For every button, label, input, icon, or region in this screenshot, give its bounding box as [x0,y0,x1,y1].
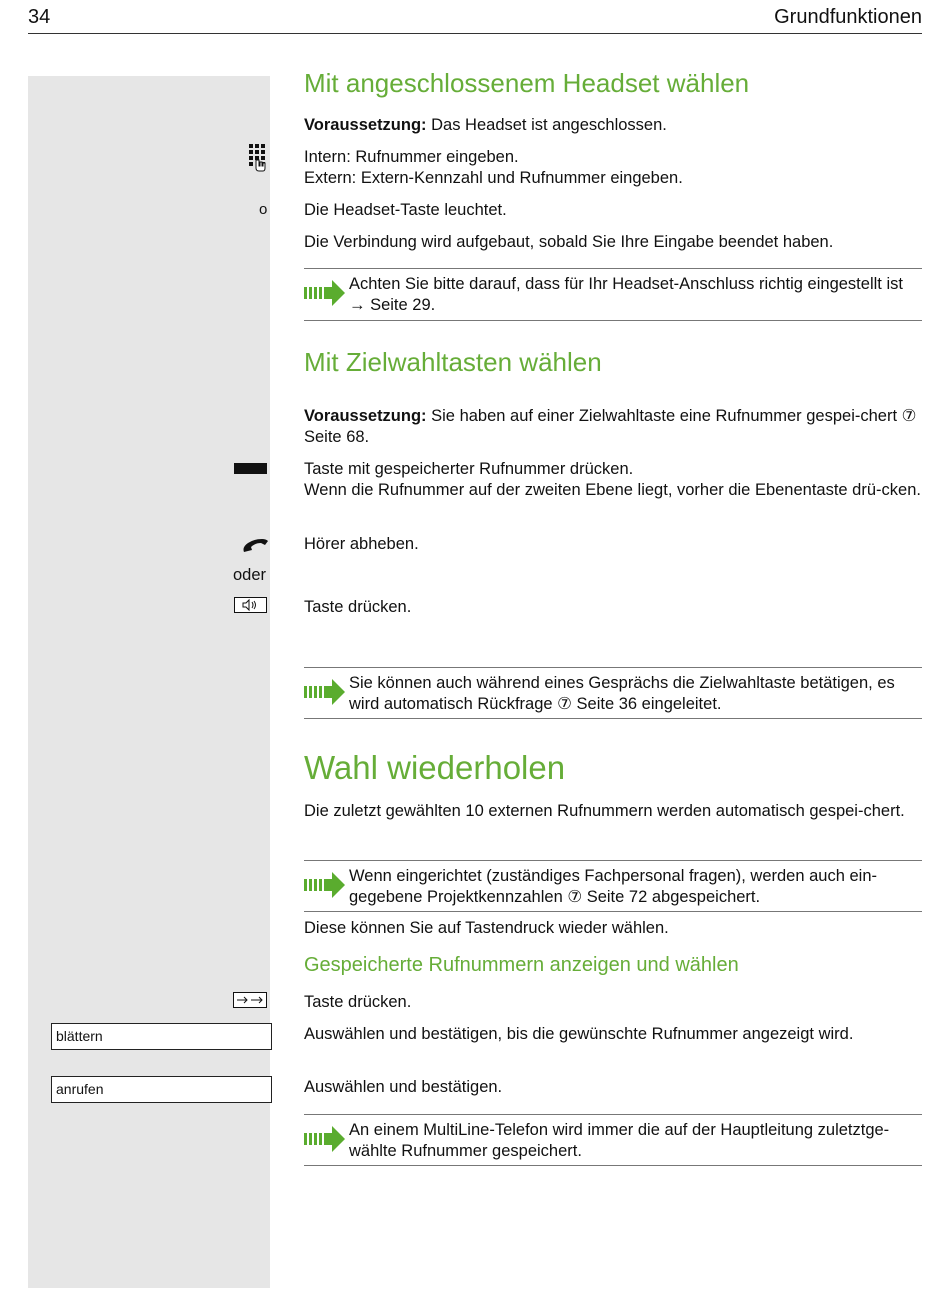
note-box-redial-2 [304,1114,922,1166]
chapter-title: Grundfunktionen [774,6,922,28]
headset-step-3: Die Verbindung wird aufgebaut, sobald Sie Ihre Eingabe beendet haben. [304,233,834,251]
page-number: 34 [28,6,51,28]
or-label: oder [233,566,267,584]
target-step-1-line-2: Wenn die Rufnummer auf der zweiten Ebene liegt, vorher die Ebenentaste drü-cken. [304,481,921,499]
note-text-redial-2: An einem MultiLine-Telefon wird immer die auf der Hauptleitung zuletztge-wählte Rufnummer gespeichert. [349,1121,890,1160]
note-arrow-icon [304,1126,346,1152]
prereq-text: Sie haben auf einer Zielwahltaste eine Rufnummer gespei-chert ⑦ Seite 68. [304,407,917,446]
keypad-icon [249,144,269,172]
note-box-redial-1 [304,860,922,912]
redial-step-2: Auswählen und bestätigen, bis die gewünschte Rufnummer angezeigt wird. [304,1025,854,1043]
note-text-redial-1: Wenn eingerichtet (zuständiges Fachpersonal fragen), werden auch ein-gegebene Projektkennzahlen ⑦ Seite 72 abgespeichert. [349,867,877,906]
handset-off-hook-icon [240,535,270,555]
redial-intro: Die zuletzt gewählten 10 externen Rufnummern werden automatisch gespei-chert. [304,802,905,820]
section-title-headset: Mit angeschlossenem Headset wählen [304,68,750,98]
speaker-key-icon [234,597,267,613]
note-arrow-icon [304,872,346,898]
prereq-text: Das Headset ist angeschlossen. [426,116,667,134]
target-prerequisite [304,406,922,448]
note-text-headset: Achten Sie bitte darauf, dass für Ihr Headset-Anschluss richtig eingestellt ist → Seite 29. [349,275,903,314]
redial-step-3: Auswählen und bestätigen. [304,1078,503,1096]
section-title-target-keys: Mit Zielwahltasten wählen [304,347,602,377]
section-title-redial: Wahl wiederholen [304,749,566,786]
target-step-1 [304,459,922,501]
redial-key-icon [233,992,267,1008]
header-divider [28,33,922,34]
target-step-3: Taste drücken. [304,598,412,616]
softkey-anrufen[interactable]: anrufen [51,1076,272,1103]
led-icon: o [259,201,268,218]
sidebar [28,76,270,1288]
prereq-label: Voraussetzung: [304,407,427,425]
note-arrow-icon [304,679,346,705]
redial-step-1: Taste drücken. [304,993,412,1011]
prereq-label: Voraussetzung: [304,116,427,134]
headset-prerequisite [304,115,922,136]
note-arrow-icon [304,280,346,306]
headset-step-1-line-2: Extern: Extern-Kennzahl und Rufnummer eingeben. [304,169,683,187]
target-step-2: Hörer abheben. [304,535,419,553]
softkey-blaettern[interactable]: blättern [51,1023,272,1050]
headset-step-1 [304,147,922,189]
headset-step-2: Die Headset-Taste leuchtet. [304,201,507,219]
headset-step-1-line-1: Intern: Rufnummer eingeben. [304,148,519,166]
note-box-target [304,667,922,719]
target-key-icon [234,463,267,474]
target-step-1-line-1: Taste mit gespeicherter Rufnummer drücken. [304,460,634,478]
subsection-title-stored-numbers: Gespeicherte Rufnummern anzeigen und wählen [304,954,739,976]
note-text-target: Sie können auch während eines Gesprächs die Zielwahltaste betätigen, es wird automatisch Rückfrage ⑦ Seite 36 eingeleitet. [349,674,895,713]
redial-after-note: Diese können Sie auf Tastendruck wieder wählen. [304,919,669,937]
note-box-headset [304,268,922,321]
